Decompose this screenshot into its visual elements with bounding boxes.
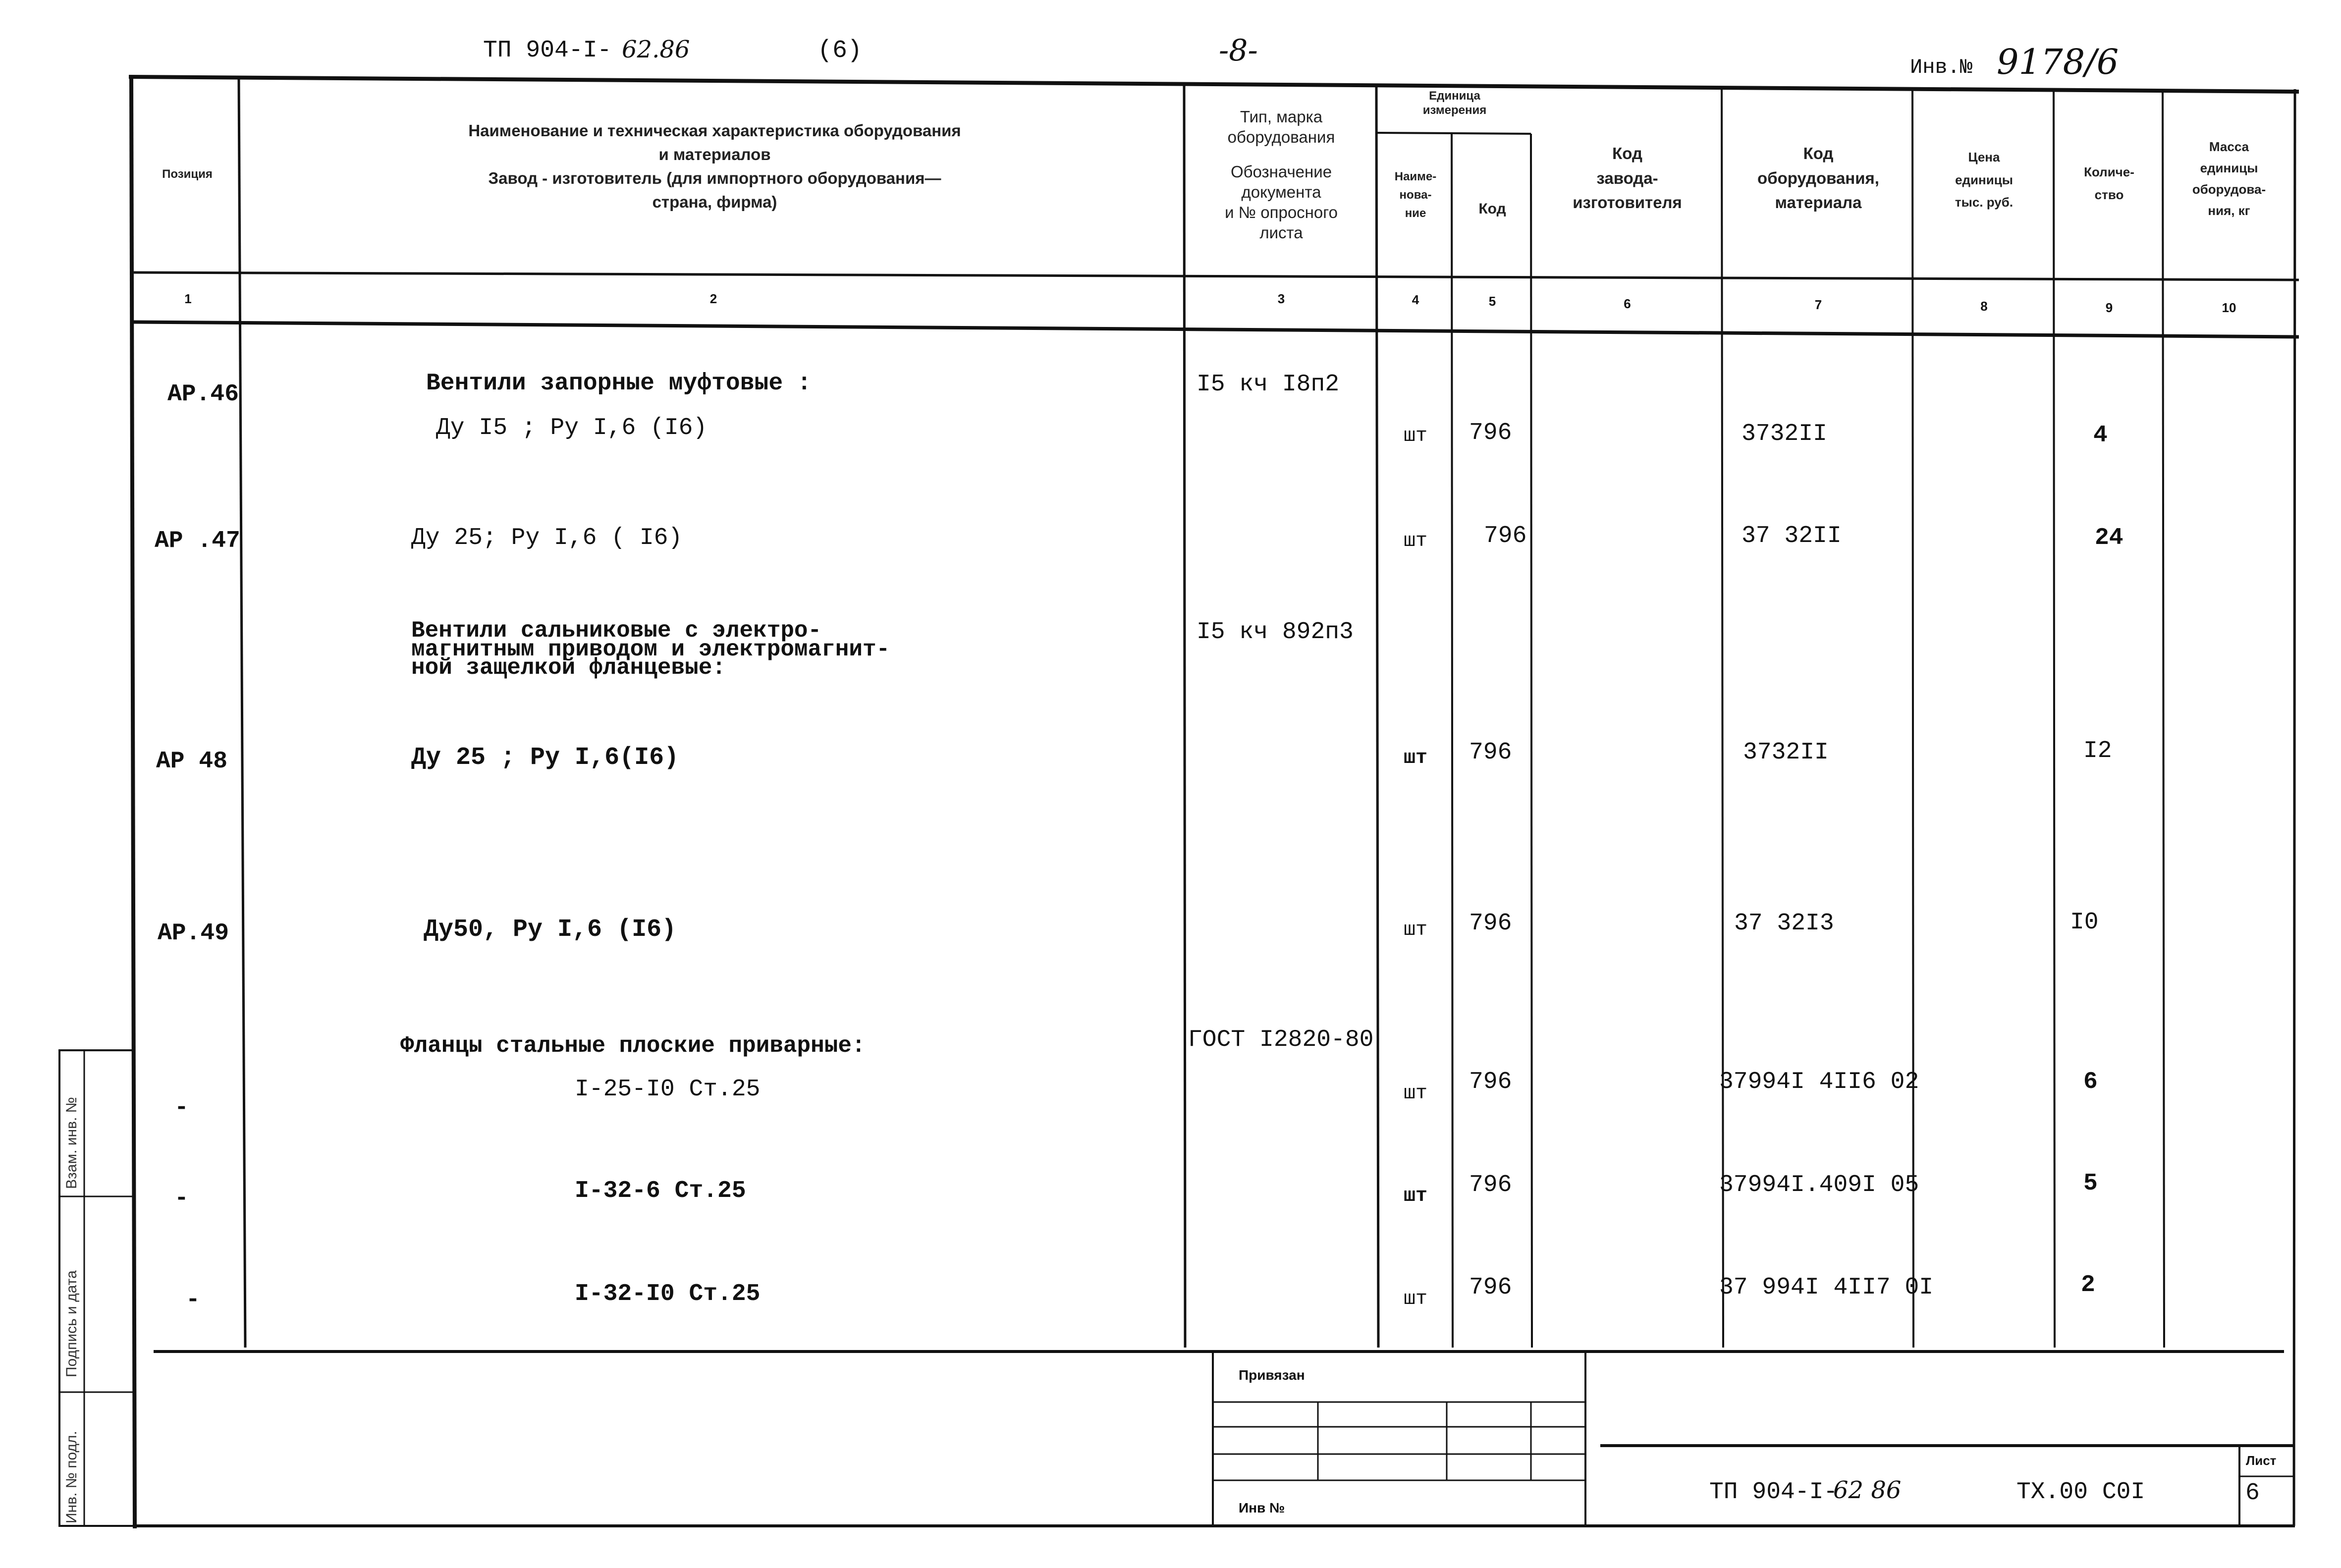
row-position: - [186,1287,200,1313]
row-unit: шт [1403,530,1427,552]
row-section-name [411,618,890,681]
row-quantity: 6 [2083,1069,2098,1095]
header-mass [2164,136,2294,221]
side-replaced-inventory: Взам. инв. № [63,1097,80,1189]
row-section-type: I5 кч I8п2 [1197,371,1340,398]
header-name-line3: Завод - изготовитель (для импортного оборудования— [488,168,941,187]
row-equipment-code: 3732II [1743,739,1829,766]
header-type-line1: Тип, марка [1240,108,1323,126]
header-quantity [2055,161,2164,206]
row-unit-code: 796 [1469,1069,1512,1095]
header-mass-line4: ния, кг [2208,203,2250,218]
row-name: I-25-I0 Ст.25 [575,1076,761,1103]
row-section-type: I5 кч 892п3 [1197,619,1354,646]
row-section-type: ГОСТ I2820-80 [1188,1027,1374,1053]
row-quantity: I2 [2083,738,2112,764]
header-quantity-line1: Количе- [2084,164,2134,179]
header-name-line2: и материалов [658,145,771,163]
row-quantity: 4 [2093,422,2108,449]
row-equipment-code: 37 994I 4II7 0I [1719,1274,1934,1301]
col-number-6: 6 [1624,296,1631,311]
col-number-1: 1 [184,291,192,306]
row-unit-code: 796 [1469,1274,1512,1301]
header-unit-line2: измерения [1422,103,1487,117]
header-unit-code: Код [1478,201,1506,217]
row-equipment-code: 37994I.409I 05 [1719,1172,1919,1198]
row-section-name: Фланцы стальные плоские приварные: [400,1033,866,1059]
stamp-doc-suffix: ТХ.00 С0I [2016,1479,2145,1506]
doc-code-handwritten: 62.86 [622,36,690,63]
col-number-5: 5 [1488,294,1496,309]
row-unit: шт [1403,1082,1427,1105]
header-price [1913,146,2055,214]
header-type-line5: и № опросного [1225,203,1338,221]
stamp-doc-code: ТП 904-I- [1709,1479,1838,1506]
row-position: АР .47 [155,528,240,554]
stamp-inventory-no: Инв № [1239,1500,1285,1515]
row-section-name-line2: магнитным приводом и электромагнит- [411,636,890,662]
col-number-9: 9 [2105,300,2113,315]
header-unit-name-line1: Наиме- [1394,170,1437,183]
row-quantity: I0 [2070,909,2099,936]
row-unit-code: 796 [1469,739,1512,766]
row-section-name-line1: Вентили сальниковые с электро- [411,618,822,644]
stamp-doc-code-handwritten: 62 86 [1833,1476,1902,1504]
row-position: - [174,1185,189,1212]
header-unit-name-line2: нова- [1399,188,1432,202]
header-equipment-code-line3: материала [1775,193,1862,212]
row-name: Ду 25 ; Ру I,6(I6) [411,744,679,772]
header-name-line1: Наименование и техническая характеристика оборудования [468,121,961,140]
col-number-3: 3 [1277,291,1285,306]
header-equipment-code-line1: Код [1803,144,1834,162]
header-price-line3: тыс. руб. [1955,195,2014,210]
stamp-list-value: 6 [2245,1480,2260,1507]
row-unit: шт [1403,425,1427,447]
row-position: АР 48 [156,748,228,775]
header-mass-line3: оборудова- [2192,181,2266,197]
header-equipment-code [1723,141,1913,215]
page-number: -8- [1219,33,1258,68]
row-unit: шт [1403,1288,1427,1310]
row-unit: шт [1403,747,1427,769]
row-unit-code: 796 [1484,523,1527,549]
stamp-list-label: Лист [2246,1453,2277,1468]
header-type-line6: листа [1259,223,1303,242]
header-type-line3: Обозначение [1230,162,1332,181]
side-original-inventory: Инв. № подл. [63,1431,80,1523]
row-unit-code: 796 [1469,420,1512,446]
row-quantity: 24 [2095,525,2123,551]
header-price-line2: единицы [1955,172,2013,187]
header-unit-name [1378,167,1453,223]
row-equipment-code: 37 32II [1742,523,1842,549]
header-mass-line2: единицы [2200,160,2258,175]
header-type [1185,107,1377,243]
sheet-number-paren: (6) [817,37,863,65]
header-unit-line1: Единица [1429,89,1480,103]
row-name: Ду 25; Ру I,6 ( I6) [411,525,683,551]
col-number-10: 10 [2222,300,2236,315]
row-position: АР.46 [167,381,239,408]
header-unit-group [1378,89,1531,118]
header-unit-name-line3: ние [1405,207,1426,220]
header-plant-code-line3: изготовителя [1573,193,1682,212]
row-unit-code: 796 [1469,910,1512,937]
row-name: Ду I5 ; Ру I,6 (I6) [436,415,708,441]
inventory-number-handwritten: 9178/6 [1997,42,2119,82]
row-position: АР.49 [158,920,229,947]
col-number-4: 4 [1412,292,1419,307]
doc-code: ТП 904-I- [483,37,612,64]
header-type-line4: документа [1241,182,1321,201]
row-position: - [174,1094,189,1121]
row-section-name: Вентили запорные муфтовые : [426,370,812,397]
header-mass-line1: Масса [2209,139,2249,154]
header-name [245,119,1184,214]
row-quantity: 5 [2083,1170,2098,1197]
header-equipment-code-line2: оборудования, [1757,168,1879,187]
row-section-name-line3: ной защелкой фланцевые: [411,655,726,681]
header-name-line4: страна, фирма) [652,192,777,211]
row-equipment-code: 37994I 4II6 02 [1719,1069,1919,1095]
header-price-line1: Цена [1968,150,2000,164]
row-equipment-code: 37 32I3 [1734,910,1834,937]
header-quantity-line2: ство [2094,187,2124,202]
col-number-8: 8 [1980,299,1988,314]
col-number-7: 7 [1814,297,1822,312]
col-number-2: 2 [709,291,717,306]
side-signature-date: Подпись и дата [63,1270,80,1377]
header-type-line2: оборудования [1227,128,1335,147]
row-name: I-32-I0 Ст.25 [575,1281,761,1307]
header-plant-code [1532,141,1723,215]
header-position: Позиция [162,167,213,181]
row-name: I-32-6 Ст.25 [575,1178,746,1204]
header-plant-code-line2: завода- [1596,168,1658,187]
stamp-privyazan: Привязан [1239,1367,1305,1383]
row-unit: шт [1403,919,1427,941]
row-quantity: 2 [2081,1272,2095,1298]
header-plant-code-line1: Код [1612,144,1642,162]
row-equipment-code: 3732II [1742,421,1827,447]
row-unit-code: 796 [1469,1172,1512,1198]
row-unit: шт [1403,1185,1427,1207]
row-name: Ду50, Ру I,6 (I6) [424,916,677,944]
inventory-label: Инв.№ [1910,55,1973,79]
